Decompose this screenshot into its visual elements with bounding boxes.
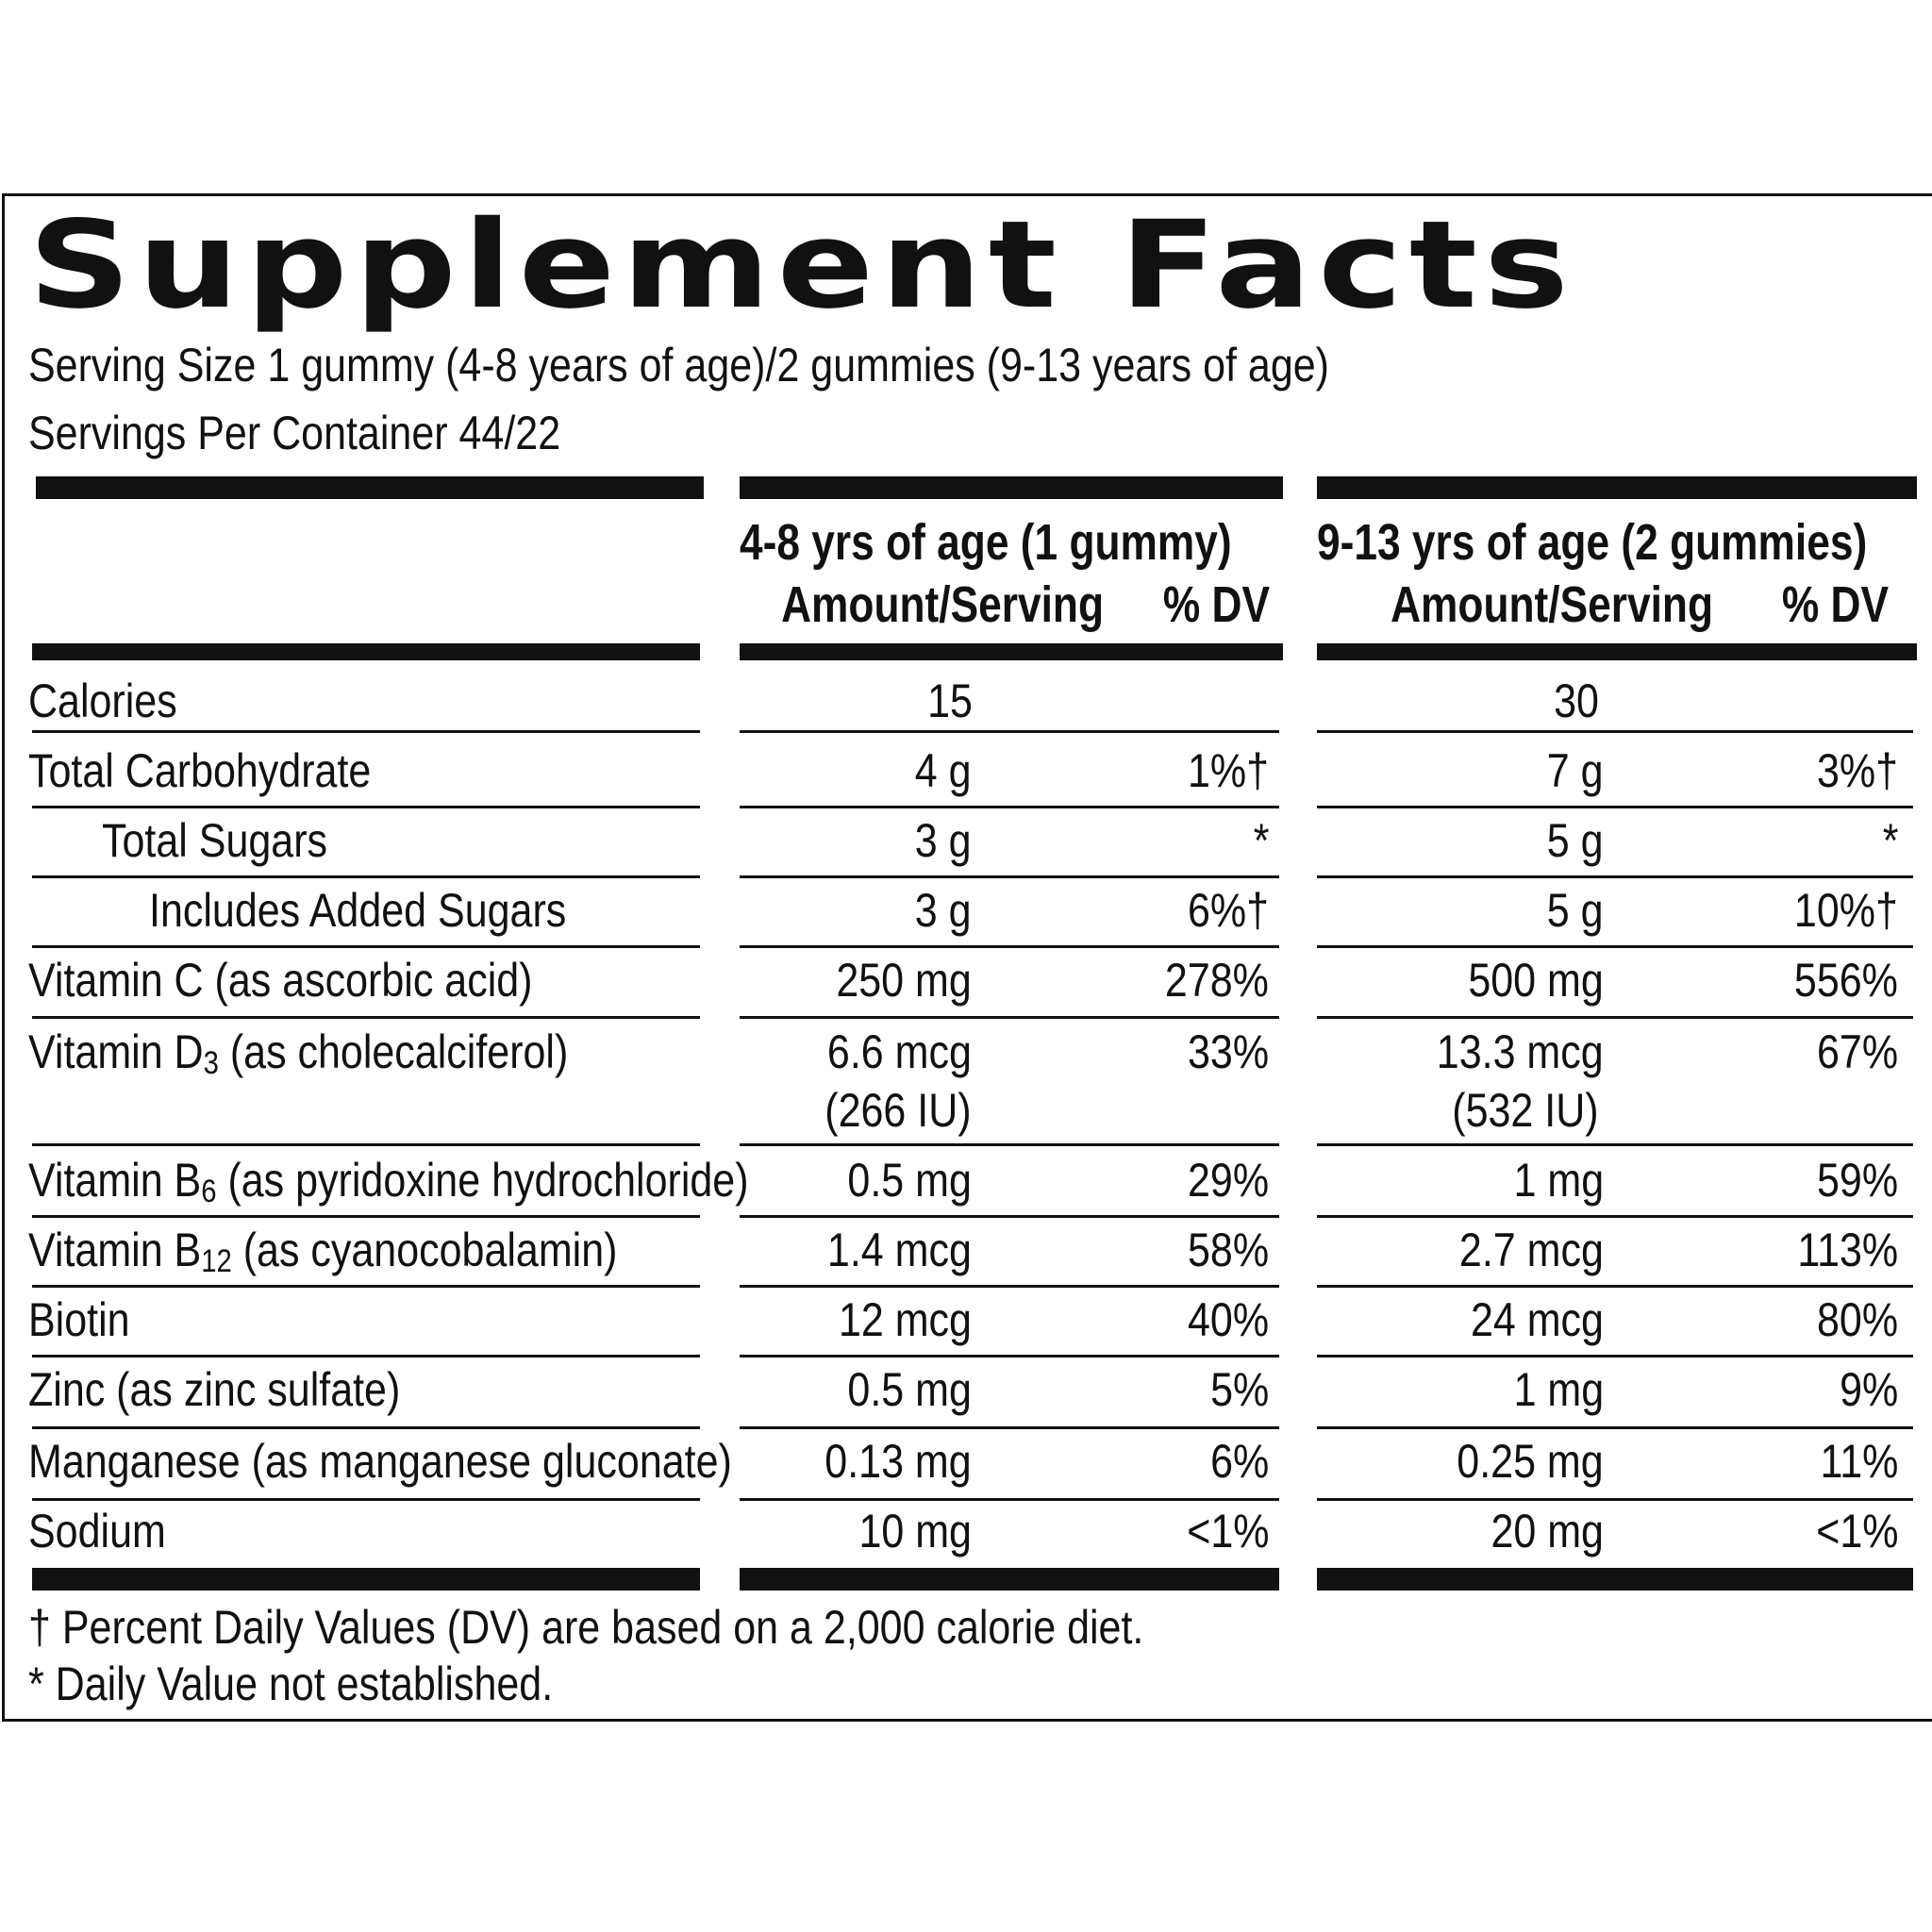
serving-size: Serving Size 1 gummy (4-8 years of age)/2 gummies (9-13 years of age) <box>28 339 1329 391</box>
row-divider <box>1317 1355 1913 1357</box>
row-divider <box>32 1016 700 1019</box>
nutrient-name: Vitamin $D_3$ (as cholecalciferol) <box>28 1025 569 1081</box>
nutrient-name: Total Sugars <box>102 814 328 867</box>
amount-4-8: 0.5 mg <box>847 1363 972 1416</box>
nutrient-name: Calories <box>28 675 177 727</box>
dv-4-8: 6% <box>1209 1435 1269 1488</box>
thick-rule <box>740 476 1283 499</box>
dv-9-13: 10%† <box>1794 884 1898 937</box>
row-divider <box>740 1016 1279 1019</box>
amount-9-13: 2.7 mcg <box>1459 1224 1604 1276</box>
amount-9-13: 20 mg <box>1491 1505 1604 1557</box>
row-divider <box>1317 1285 1913 1288</box>
nutrient-name: Vitamin C (as ascorbic acid) <box>28 954 533 1007</box>
row-divider <box>1317 1498 1913 1501</box>
amount-4-8: 3 g <box>915 884 972 937</box>
amount-4-8: 1.4 mcg <box>827 1224 972 1276</box>
dv-9-13: 113% <box>1797 1224 1898 1276</box>
thick-rule <box>32 643 700 660</box>
row-divider <box>740 1498 1279 1501</box>
thick-rule <box>740 643 1283 660</box>
row-divider <box>1317 875 1913 878</box>
footnote-not-established: * Daily Value not established. <box>28 1657 554 1710</box>
amount-label-4-8: Amount/Serving <box>781 576 1104 633</box>
amount-9-13: 0.25 mg <box>1457 1435 1604 1488</box>
row-divider <box>32 1498 700 1501</box>
nutrient-name: Sodium <box>28 1505 166 1557</box>
thick-rule <box>1317 1568 1913 1591</box>
dv-4-8: 1%† <box>1187 744 1269 797</box>
thick-rule <box>740 1568 1279 1591</box>
amount-9-13: 30 <box>1554 675 1599 727</box>
row-divider <box>32 1143 700 1146</box>
dv-9-13: 3%† <box>1816 744 1898 797</box>
servings-per-container: Servings Per Container 44/22 <box>28 407 561 459</box>
dv-9-13: 59% <box>1816 1154 1898 1207</box>
dv-label-9-13: % DV <box>1781 576 1889 633</box>
amount-9-13: 24 mcg <box>1470 1293 1604 1346</box>
amount-4-8: 6.6 mcg <box>827 1025 972 1078</box>
row-divider <box>740 945 1279 948</box>
amount-label-9-13: Amount/Serving <box>1391 576 1713 633</box>
row-divider <box>1317 1426 1913 1429</box>
row-divider <box>1317 1215 1913 1218</box>
amount-9-13: 7 g <box>1547 744 1604 797</box>
dv-4-8: 29% <box>1187 1154 1269 1207</box>
amount-9-13: 1 mg <box>1513 1363 1604 1416</box>
thick-rule <box>32 1568 700 1591</box>
amount-4-8: 12 mcg <box>838 1293 972 1346</box>
dv-9-13: 9% <box>1839 1363 1898 1416</box>
column-heading-9-13: 9-13 yrs of age (2 gummies) <box>1317 514 1868 571</box>
column-heading-4-8: 4-8 yrs of age (1 gummy) <box>740 514 1232 571</box>
thick-rule <box>1317 643 1917 660</box>
row-divider <box>32 806 700 808</box>
row-divider <box>1317 945 1913 948</box>
amount-9-13: 13.3 mcg <box>1437 1025 1604 1078</box>
amount-iu-9-13: (532 IU) <box>1452 1084 1599 1137</box>
amount-4-8: 10 mg <box>858 1505 972 1557</box>
amount-9-13: 5 g <box>1547 814 1604 867</box>
amount-9-13: 5 g <box>1547 884 1604 937</box>
nutrient-name: Biotin <box>28 1293 130 1346</box>
row-divider <box>740 1215 1279 1218</box>
row-divider <box>1317 1143 1913 1146</box>
row-divider <box>740 1285 1279 1288</box>
amount-9-13: 1 mg <box>1513 1154 1604 1207</box>
dv-9-13: * <box>1882 814 1898 867</box>
footnote-dv: † Percent Daily Values (DV) are based on a 2,000 calorie diet. <box>28 1601 1144 1654</box>
thick-rule <box>1317 476 1917 499</box>
nutrient-name: Vitamin $B_6$ (as pyridoxine hydrochloride) <box>28 1154 749 1209</box>
amount-4-8: 3 g <box>915 814 972 867</box>
amount-4-8: 4 g <box>915 744 972 797</box>
row-divider <box>740 1143 1279 1146</box>
row-divider <box>740 1355 1279 1357</box>
nutrient-name: Manganese (as manganese gluconate) <box>28 1435 732 1488</box>
amount-4-8: 15 <box>927 675 973 727</box>
row-divider <box>740 730 1279 733</box>
nutrient-name: Zinc (as zinc sulfate) <box>28 1363 401 1416</box>
dv-4-8: 6%† <box>1187 884 1269 937</box>
thick-rule <box>36 476 704 499</box>
row-divider <box>740 1426 1279 1429</box>
nutrient-name: Vitamin $B_{12}$ (as cyanocobalamin) <box>28 1224 618 1279</box>
amount-4-8: 0.5 mg <box>847 1154 972 1207</box>
dv-4-8: <1% <box>1186 1505 1269 1557</box>
row-divider <box>1317 1016 1913 1019</box>
dv-9-13: 80% <box>1816 1293 1898 1346</box>
dv-4-8: 40% <box>1187 1293 1269 1346</box>
panel-title: Supplement Facts <box>28 195 1576 336</box>
dv-9-13: 556% <box>1794 954 1898 1007</box>
dv-9-13: 11% <box>1820 1435 1898 1488</box>
nutrient-name: Total Carbohydrate <box>28 744 372 797</box>
row-divider <box>32 730 700 733</box>
row-divider <box>32 1355 700 1357</box>
row-divider <box>32 1215 700 1218</box>
amount-iu-4-8: (266 IU) <box>824 1084 972 1137</box>
row-divider <box>1317 806 1913 808</box>
dv-label-4-8: % DV <box>1162 576 1270 633</box>
dv-4-8: 58% <box>1187 1224 1269 1276</box>
dv-4-8: 278% <box>1165 954 1269 1007</box>
row-divider <box>32 945 700 948</box>
row-divider <box>740 806 1279 808</box>
dv-4-8: * <box>1253 814 1269 867</box>
amount-4-8: 250 mg <box>836 954 972 1007</box>
row-divider <box>32 875 700 878</box>
row-divider <box>32 1285 700 1288</box>
nutrient-name: Includes Added Sugars <box>149 884 567 937</box>
row-divider <box>740 875 1279 878</box>
row-divider <box>1317 730 1913 733</box>
amount-9-13: 500 mg <box>1468 954 1604 1007</box>
amount-4-8: 0.13 mg <box>824 1435 972 1488</box>
row-divider <box>32 1426 700 1429</box>
dv-4-8: 5% <box>1209 1363 1269 1416</box>
dv-9-13: <1% <box>1815 1505 1898 1557</box>
dv-9-13: 67% <box>1816 1025 1898 1078</box>
dv-4-8: 33% <box>1187 1025 1269 1078</box>
